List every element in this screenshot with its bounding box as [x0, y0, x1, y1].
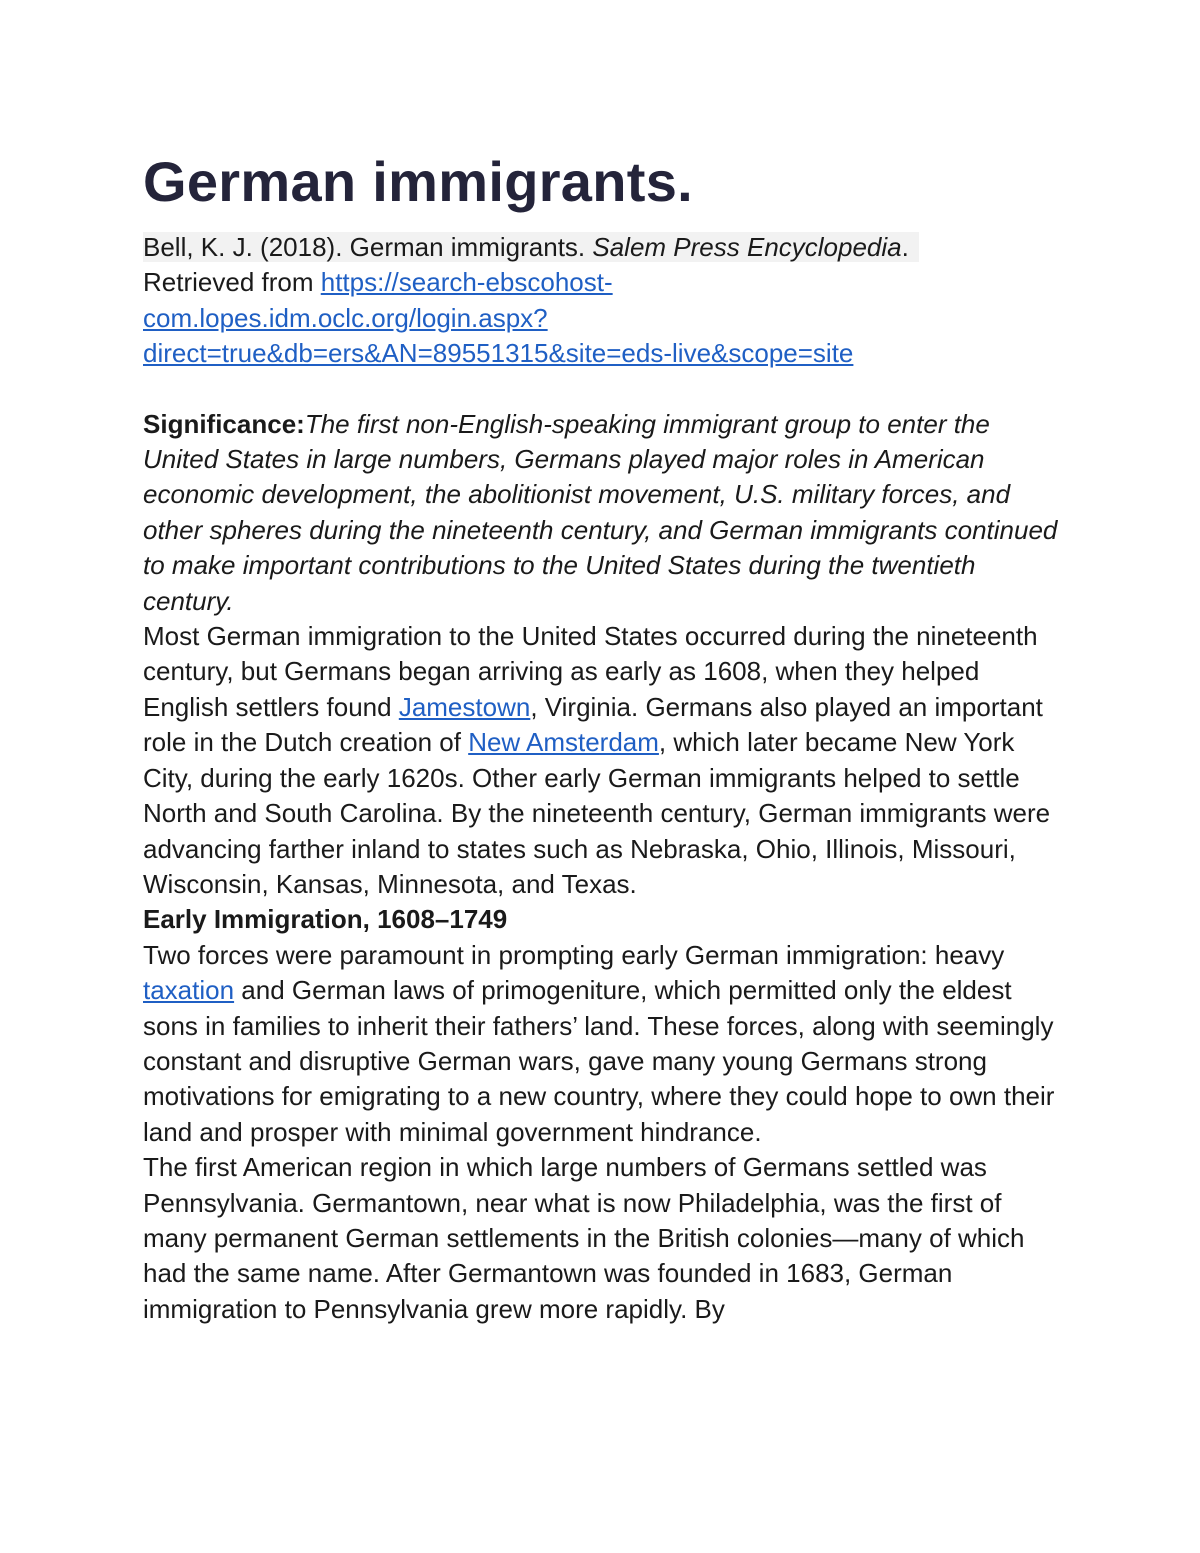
jamestown-link[interactable]: Jamestown — [398, 691, 531, 722]
para1-text-1: Most German immigration to the United States occurred during the nineteenth century, but Germans began arriving as early as 1608, when they helped English settlers found — [143, 621, 1038, 722]
citation-author: Bell, K. J. (2018). German immigrants. — [143, 232, 593, 262]
citation-period: . — [901, 232, 909, 262]
retrieved-prefix: Retrieved from — [143, 267, 321, 298]
url-part-3: direct=true&db=ers&AN=89551315&site=eds-live&scope=site — [143, 338, 854, 369]
taxation-link[interactable]: taxation — [143, 975, 235, 1006]
paragraph-pennsylvania: The first American region in which large numbers of Germans settled was Pennsylvania. Germantown, near what is now Philadelphia, was the first of many permanent German settlements in the British colonies—many of which had the same name. After Germantown was founded in 1683, German immigration to Pennsylvania grew more rapidly. By — [143, 1152, 1025, 1324]
citation — [143, 230, 1068, 372]
new-amsterdam-link[interactable]: New Amsterdam — [468, 727, 659, 758]
document-title: German immigrants. — [143, 150, 694, 213]
blank-line — [143, 372, 1068, 407]
url-part-2: com.lopes.idm.oclc.org/login.aspx? — [143, 302, 548, 333]
significance-label: Significance: — [143, 408, 305, 439]
paragraph-intro — [143, 619, 1068, 902]
document-page — [143, 150, 1068, 1327]
section-heading-early-immigration: Early Immigration, 1608–1749 — [143, 904, 508, 935]
para2-text-1: Two forces were paramount in prompting early German immigration: heavy — [143, 939, 1005, 970]
citation-highlight — [143, 232, 919, 262]
para1-text-3: , which later became New York City, during the early 1620s. Other early German immigrants helped to settle North and South Carolina. By the nineteenth century, German immigrants were advancing farther inland to states such as Nebraska, Ohio, Illinois, Missouri, Wisconsin, Kansas, Minnesota, and Texas. — [143, 727, 1051, 899]
citation-journal: Salem Press Encyclopedia — [592, 232, 902, 262]
significance-text: The first non-English-speaking immigrant group to enter the United States in large numbers, Germans played major roles in American economic development, the abolitionist movement, U.S. military forces, and other spheres during the nineteenth century, and German immigrants continued to make important contributions to the United States during the twentieth century. — [143, 408, 1058, 616]
para2-text-2: and German laws of primogeniture, which permitted only the eldest sons in families to inherit their fathers’ land. These forces, along with seemingly constant and disruptive German wars, gave many young Germans strong motivations for emigrating to a new country, where they could hope to own their land and prosper with minimal government hindrance. — [143, 975, 1055, 1147]
url-part-1: https://search-ebscohost- — [320, 267, 613, 298]
paragraph-early-immigration — [143, 938, 1068, 1150]
significance-paragraph — [143, 407, 1068, 619]
para1-text-2: , Virginia. Germans also played an important role in the Dutch creation of — [143, 691, 1043, 758]
